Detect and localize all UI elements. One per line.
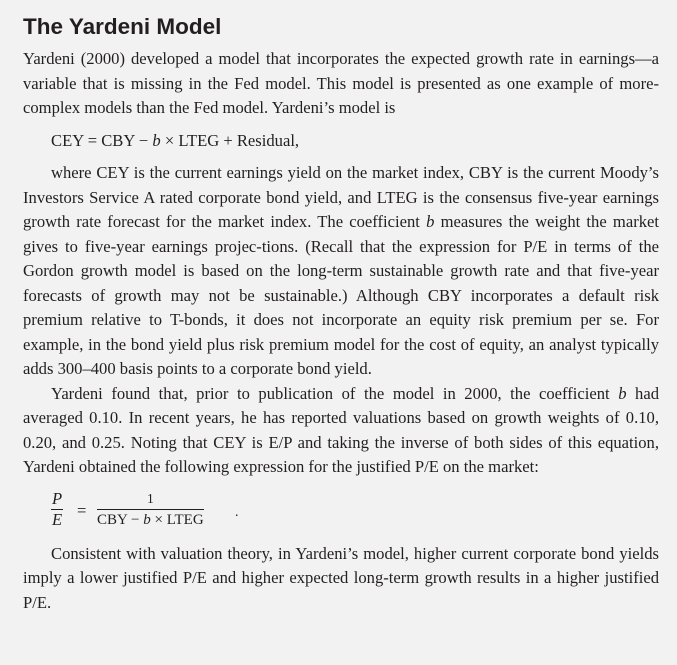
equation-rhs: × LTEG + Residual,: [160, 130, 300, 150]
pe-numerator: P: [52, 488, 63, 508]
findings-text-2: had averaged 0.10. In recent years, he has reported valuations based on growth weights of 0.10, 0.20, and 0.25. Noting that CEY is E/P and taking the inverse of both sides of this equation, Yardeni obtained the following expression for the justified P/E on the market:: [23, 383, 660, 476]
inverse-denominator-b: × LTEG: [150, 511, 204, 528]
inverse-denominator-a: CBY −: [97, 511, 144, 528]
findings-text-1: Yardeni found that, prior to publication of the model in 2000, the coefficient: [51, 383, 619, 403]
findings-paragraph: [23, 382, 659, 480]
inverse-fraction: [97, 490, 204, 529]
intro-paragraph: Yardeni (2000) developed a model that incorporates the expected growth rate in earnings—a variable that is missing in the Fed model. This model is presented as one example of more-complex models than the Fed model. Yardeni’s model is: [23, 49, 659, 117]
equation-lhs: CEY = CBY −: [51, 130, 153, 150]
yardeni-equation: [51, 129, 659, 154]
conclusion-paragraph: Consistent with valuation theory, in Yardeni’s model, higher current corporate bond yields imply a lower justified P/E and higher expected long-term growth results in a higher justified P/E.: [23, 543, 659, 612]
justified-pe-equation: [23, 488, 659, 532]
equation-period: .: [235, 504, 239, 520]
section-title: The Yardeni Model: [23, 14, 222, 39]
inverse-denominator: [97, 510, 204, 529]
pe-fraction: [51, 490, 63, 529]
definitions-text-1: where CEY is the current earnings yield on the market index, CBY is the current Moody’s Investors Service A rated corporate bond yield, and LTEG is the consensus five-year earnings growth rate forecast for the market index. The coefficient: [23, 163, 659, 231]
equation-coefficient: b: [152, 130, 161, 150]
inverse-numerator: 1: [97, 490, 204, 510]
findings-coefficient: b: [618, 383, 627, 403]
inverse-denominator-coef: b: [143, 511, 151, 528]
definitions-coefficient: b: [426, 212, 435, 231]
pe-denominator: E: [52, 509, 63, 529]
equals-sign: =: [77, 500, 87, 520]
definitions-paragraph: [23, 161, 659, 382]
definitions-text-2: measures the weight the market gives to five-year earnings projec-tions. (Recall that the expression for P/E in terms of the Gordon growth model is based on the long-term sustainable growth rate and that five-year forecasts of growth may not be sustainable.) Although CBY incorporates a default risk premium relative to T-bonds, it does not incorporate an equity risk premium per se. For example, in the bond yield plus risk premium model for the cost of equity, an analyst typically adds 300–400 basis points to a corporate bond yield.: [23, 212, 659, 378]
